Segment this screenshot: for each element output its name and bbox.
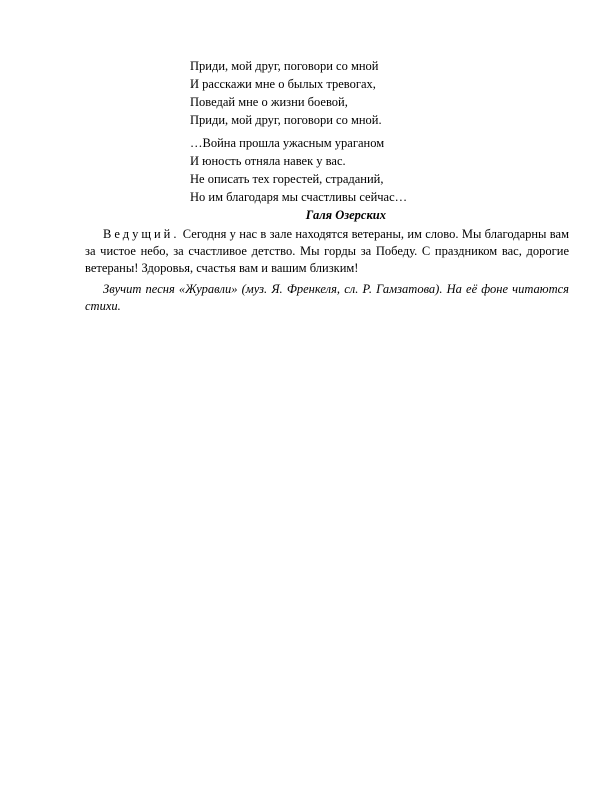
poem-line: И расскажи мне о былых тревогах, <box>190 77 376 91</box>
poem-line: …Война прошла ужасным ураганом <box>190 136 385 150</box>
poem-line: Но им благодаря мы счастливы сейчас… <box>190 190 408 204</box>
poem-stanza-1 <box>190 57 450 129</box>
host-text: Сегодня у нас в зале находятся ветераны, им слово. Мы благодарны вам за чистое небо, за счастливое детство. Мы горды за Победу. С праздником вас, дорогие ветераны! Здоровья, счастья вам и вашим близким! <box>85 227 569 275</box>
prose-block <box>85 226 569 315</box>
speaker-label: Ведущий. <box>103 227 180 241</box>
stage-direction: Звучит песня «Журавли» (муз. Я. Френкеля, сл. Р. Гамзатова). На её фоне читаются стихи. <box>85 282 569 313</box>
poem-line: И юность отняла навек у вас. <box>190 154 346 168</box>
poem-line: Поведай мне о жизни боевой, <box>190 95 348 109</box>
poem-line: Не описать тех горестей, страданий, <box>190 172 384 186</box>
poem-stanza-2 <box>190 134 450 224</box>
host-paragraph <box>85 226 569 277</box>
poem-line: Приди, мой друг, поговори со мной <box>190 59 379 73</box>
poem-author: Галя Озерских <box>305 208 386 222</box>
poem <box>190 57 450 224</box>
poem-line: Приди, мой друг, поговори со мной. <box>190 113 382 127</box>
